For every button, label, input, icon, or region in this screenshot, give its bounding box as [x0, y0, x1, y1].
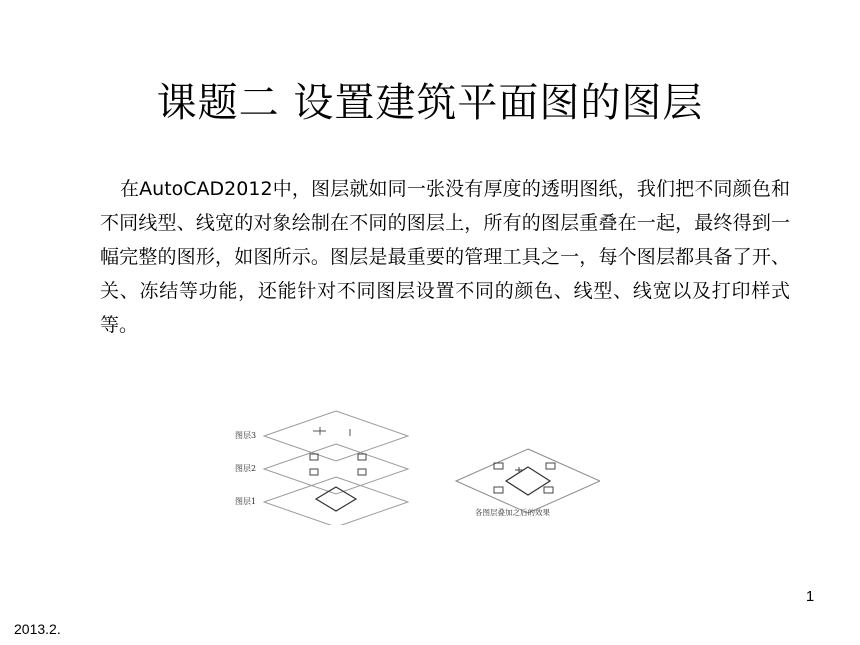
layer-2-square: [358, 469, 366, 475]
layer-label: 图层3: [235, 431, 257, 440]
layer-label: 图层2: [235, 464, 257, 473]
combined-small-square: [494, 487, 503, 493]
layer-label: 图层1: [235, 497, 257, 506]
layer-2-square: [310, 454, 318, 460]
combined-small-square: [546, 463, 555, 469]
layer-3-sheet: [264, 411, 408, 461]
page-number: 1: [805, 588, 815, 605]
date-label: 2013.2.: [14, 621, 61, 637]
layer-2-square: [358, 454, 366, 460]
figure-caption: 各图层叠加之后的效果: [475, 508, 550, 517]
layer-figure: [228, 403, 600, 525]
combined-small-square: [544, 487, 553, 493]
slide-title: 课题二 设置建筑平面图的图层: [156, 80, 704, 126]
combined-sheet: [456, 449, 600, 513]
layer-2-square: [310, 469, 318, 475]
layer-1-sheet: [264, 477, 408, 525]
slide-body-text: 在AutoCAD2012中，图层就如同一张没有厚度的透明图纸，我们把不同颜色和不同线型、线宽的对象绘制在不同的图层上，所有的图层重叠在一起，最终得到一幅完整的图形，如图所示。图层是最重要的管理工具之一，每个图层都具备了开、关、冻结等功能，还能针对不同图层设置不同的颜色、线型、线宽以及打印样式等。: [100, 178, 790, 336]
layer-1-square: [316, 487, 356, 511]
combined-square: [506, 467, 550, 495]
